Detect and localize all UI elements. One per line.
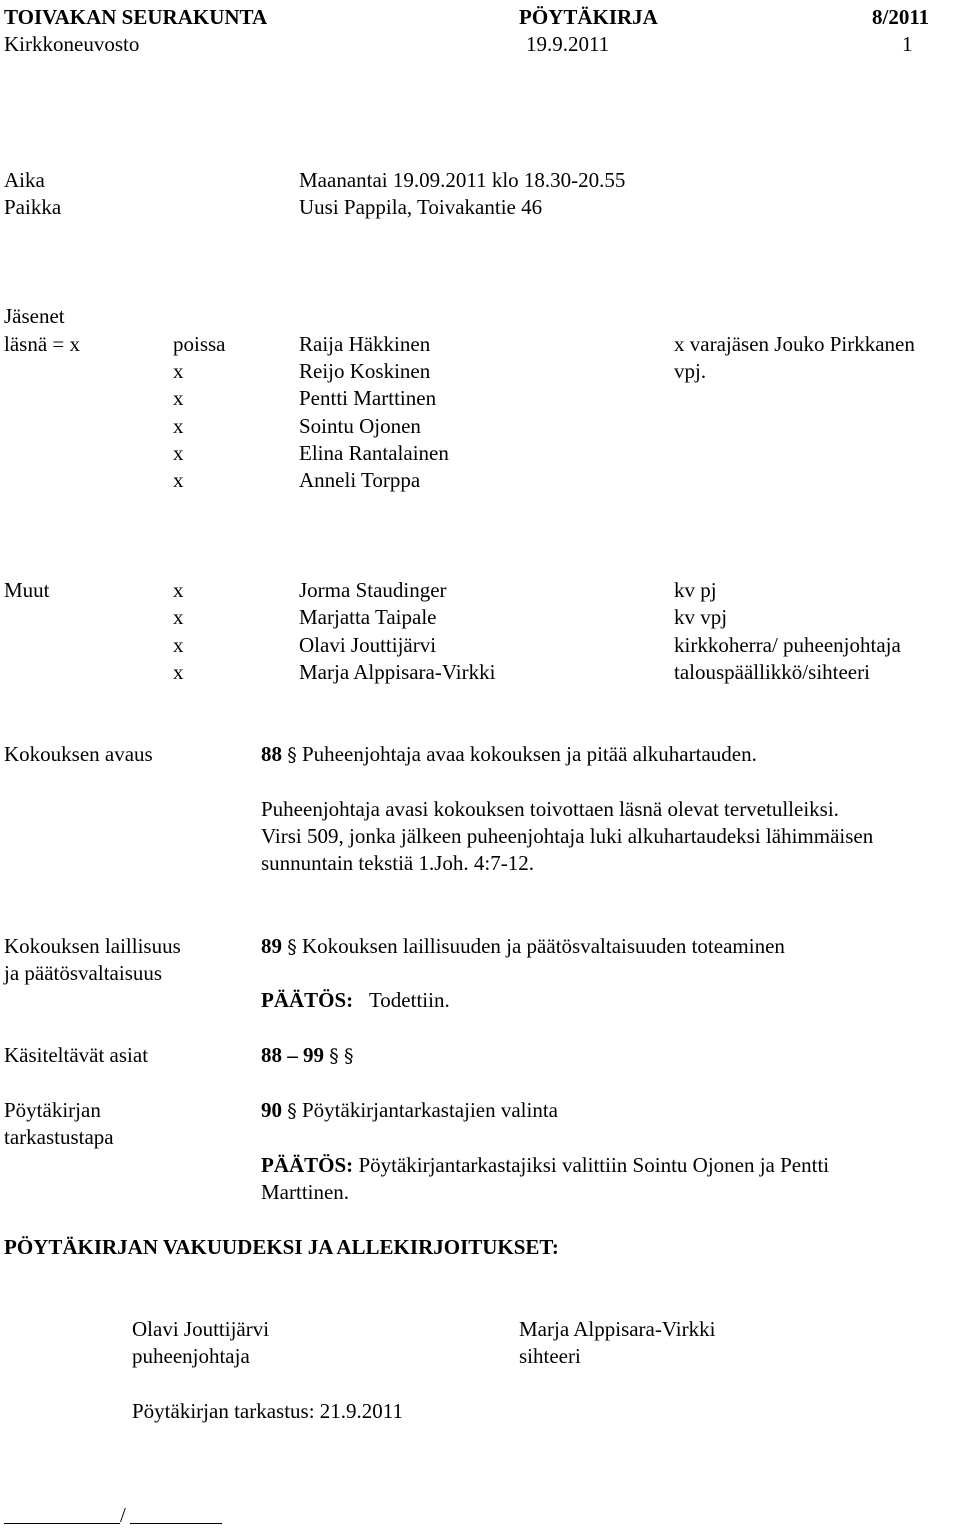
decision-text: Pöytäkirjantarkastajiksi valittiin Sointu Ojonen ja Pentti (358, 1153, 830, 1177)
other-role: kv vpj (674, 605, 728, 629)
member-mark: x (173, 359, 184, 383)
doc-number: 8/2011 (872, 5, 930, 29)
opening-heading (261, 741, 757, 769)
member-name: Sointu Ojonen (299, 414, 421, 438)
body-name: Kirkkoneuvosto (4, 32, 140, 56)
other-mark: x (173, 578, 184, 602)
review-heading (261, 1097, 558, 1125)
other-mark: x (173, 660, 184, 684)
handled-label: Käsiteltävät asiat (4, 1043, 149, 1067)
member-name: Anneli Torppa (299, 468, 421, 492)
member-note: vpj. (674, 359, 707, 383)
review-title: Pöytäkirjantarkastajien valinta (302, 1098, 558, 1122)
review-date: Pöytäkirjan tarkastus: 21.9.2011 (132, 1399, 404, 1423)
signer-right-role: sihteeri (519, 1344, 581, 1368)
opening-number: 88 (261, 742, 282, 766)
signatures-heading: PÖYTÄKIRJAN VAKUUDEKSI JA ALLEKIRJOITUKSET: (4, 1235, 559, 1259)
blank-separator: / (120, 1503, 126, 1527)
quorum-number: 89 (261, 934, 282, 958)
review-number: 90 (261, 1098, 282, 1122)
blank-line-left (4, 1523, 120, 1524)
opening-body-line: Virsi 509, jonka jälkeen puheenjohtaja luki alkuhartaudeksi lähimmäisen (261, 824, 874, 848)
absent-label: poissa (173, 332, 226, 356)
other-name: Olavi Jouttijärvi (299, 633, 437, 657)
member-mark: x (173, 468, 184, 492)
doc-date: 19.9.2011 (526, 32, 610, 56)
section-sign: § (344, 1045, 354, 1067)
review-decision (261, 1152, 829, 1179)
members-heading: Jäsenet (4, 304, 65, 328)
decision-text: Todettiin. (368, 988, 450, 1012)
decision-text-continued: Marttinen. (261, 1180, 350, 1204)
place-value: Uusi Pappila, Toivakantie 46 (299, 195, 543, 219)
time-label: Aika (4, 168, 45, 192)
section-sign: § (287, 936, 297, 958)
place-label: Paikka (4, 195, 62, 219)
other-name: Marja Alppisara-Virkki (299, 660, 496, 684)
present-label: läsnä = x (4, 332, 80, 356)
review-label-line1: Pöytäkirjan (4, 1098, 101, 1122)
member-name: Reijo Koskinen (299, 359, 431, 383)
member-note: x varajäsen Jouko Pirkkanen (674, 332, 915, 356)
member-name: Raija Häkkinen (299, 332, 431, 356)
section-sign: § (329, 1045, 339, 1067)
signer-right-name: Marja Alppisara-Virkki (519, 1317, 716, 1341)
member-name: Pentti Marttinen (299, 386, 437, 410)
quorum-label-line2: ja päätösvaltaisuus (4, 961, 163, 985)
org-name: TOIVAKAN SEURAKUNTA (4, 5, 268, 29)
blank-line-right (130, 1523, 222, 1524)
opening-body-line: Puheenjohtaja avasi kokouksen toivottaen läsnä olevat tervetulleiksi. (261, 797, 839, 821)
member-mark: x (173, 386, 184, 410)
signer-left-name: Olavi Jouttijärvi (132, 1317, 270, 1341)
other-mark: x (173, 633, 184, 657)
section-sign: § (287, 744, 297, 766)
other-role: kirkkoherra/ puheenjohtaja (674, 633, 901, 657)
quorum-heading (261, 933, 785, 961)
member-name: Elina Rantalainen (299, 441, 449, 465)
doc-type: PÖYTÄKIRJA (519, 5, 658, 29)
handled-range: 88 – 99 (261, 1043, 324, 1067)
quorum-title: Kokouksen laillisuuden ja päätösvaltaisuuden toteaminen (302, 934, 785, 958)
opening-label: Kokouksen avaus (4, 742, 153, 766)
opening-body-line: sunnuntain tekstiä 1.Joh. 4:7-12. (261, 851, 534, 875)
time-value: Maanantai 19.09.2011 klo 18.30-20.55 (299, 168, 626, 192)
others-heading: Muut (4, 578, 50, 602)
decision-label: PÄÄTÖS: (261, 988, 354, 1012)
quorum-label-line1: Kokouksen laillisuus (4, 934, 181, 958)
member-mark: x (173, 414, 184, 438)
member-mark: x (173, 441, 184, 465)
signer-left-role: puheenjohtaja (132, 1344, 250, 1368)
quorum-decision (261, 987, 450, 1014)
decision-label: PÄÄTÖS: (261, 1153, 354, 1177)
other-role: talouspäällikkö/sihteeri (674, 660, 870, 684)
other-mark: x (173, 605, 184, 629)
other-role: kv pj (674, 578, 717, 602)
other-name: Jorma Staudinger (299, 578, 447, 602)
page-number: 1 (902, 32, 913, 56)
handled-range-row (261, 1042, 354, 1070)
opening-title: Puheenjohtaja avaa kokouksen ja pitää alkuhartauden. (302, 742, 757, 766)
section-sign: § (287, 1100, 297, 1122)
review-label-line2: tarkastustapa (4, 1125, 114, 1149)
other-name: Marjatta Taipale (299, 605, 437, 629)
